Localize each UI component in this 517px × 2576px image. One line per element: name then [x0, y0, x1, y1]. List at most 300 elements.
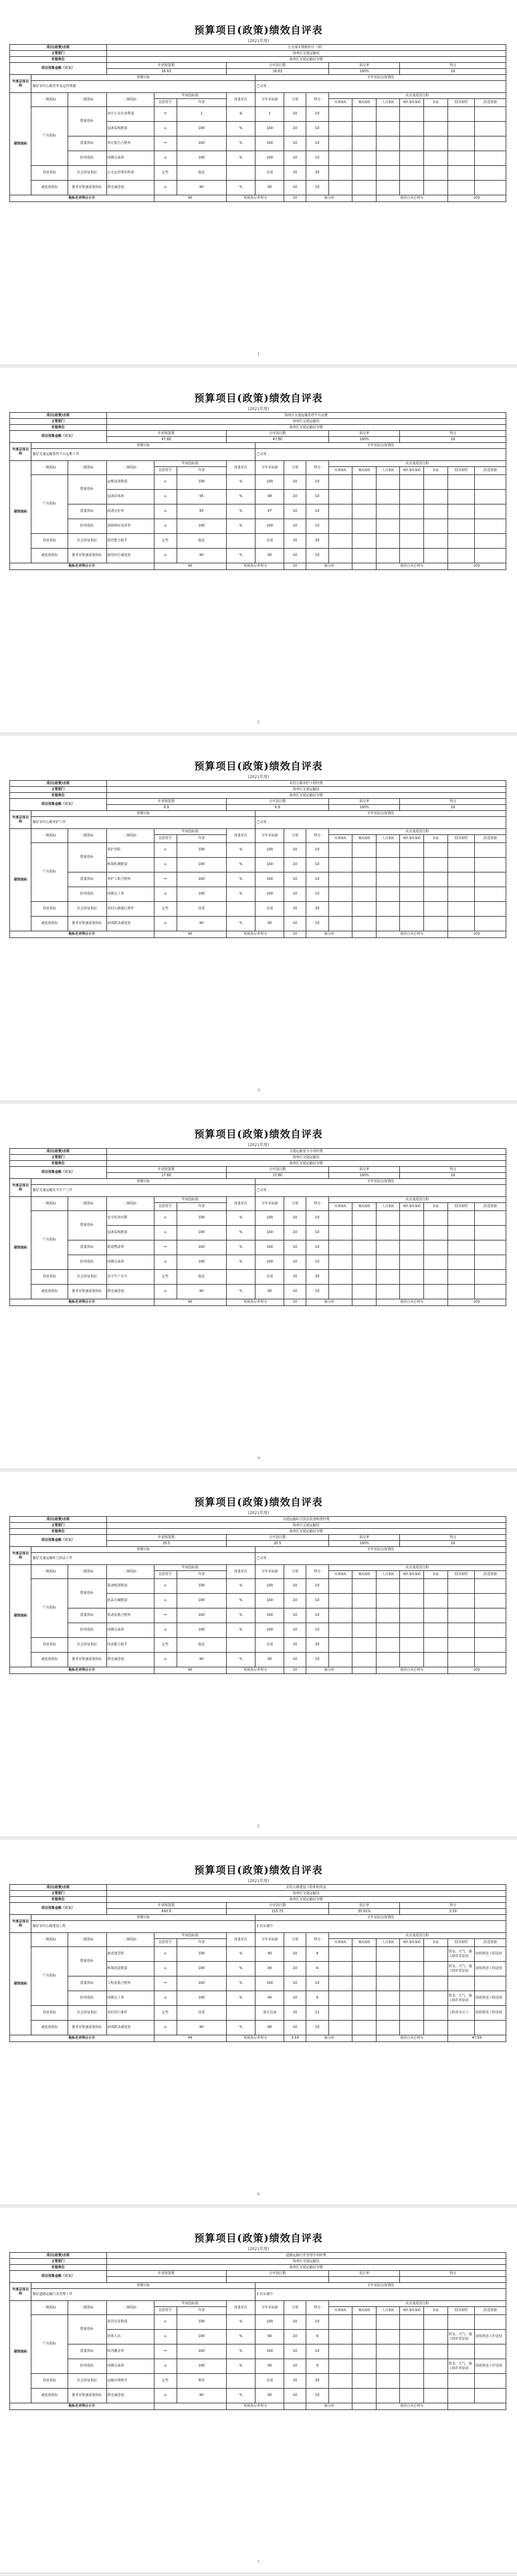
compare-symbol: ≥	[154, 1255, 177, 1270]
cause-check	[424, 1976, 448, 1991]
label-perf: 绩效指标	[10, 2301, 31, 2403]
actual-value: 100	[255, 858, 284, 872]
level1-indicator: 满意度指标	[31, 2389, 68, 2403]
col-l2: 二级指标	[68, 1197, 106, 1211]
cause-check	[400, 2359, 424, 2374]
page-title: 预算项目(政策)绩效自评表	[194, 760, 323, 772]
target-value: 1	[177, 107, 226, 122]
label-annual: 全年执行数	[226, 1535, 328, 1541]
page-title: 预算项目(政策)绩效自评表	[194, 2232, 323, 2244]
target-value: 95	[177, 504, 226, 519]
label-score: 得分	[400, 1167, 506, 1173]
page-title: 预算项目(政策)绩效自评表	[194, 1496, 323, 1508]
level3-indicator: 安全生产水平	[106, 1270, 154, 1285]
plan-amount: 16.63	[106, 69, 226, 75]
compare-symbol: ≥	[154, 122, 177, 136]
col-improve: 改进措施	[474, 99, 506, 107]
compare-symbol: ≥	[154, 181, 177, 195]
level2-indicator: 数量指标	[68, 1211, 106, 1240]
cause-check	[352, 534, 377, 549]
cause-check	[376, 1623, 400, 1638]
cause-check	[376, 151, 400, 166]
measure-unit	[226, 902, 255, 917]
page-number: 2	[257, 720, 260, 725]
cause-check	[352, 1653, 377, 1667]
cause-check	[400, 1226, 424, 1240]
cause-check	[328, 1226, 352, 1240]
cause-check	[352, 1976, 377, 1991]
level3-indicator: 养护里程	[106, 843, 154, 858]
compare-symbol: ≥	[154, 490, 177, 504]
compare-symbol: =	[154, 1608, 177, 1623]
col-l3: 三级指标	[106, 1565, 154, 1579]
reason-text	[447, 2315, 474, 2330]
cause-check	[328, 1240, 352, 1255]
measure-unit: %	[226, 1623, 255, 1638]
reason-text	[447, 534, 474, 549]
score-value: 10	[306, 1255, 328, 1270]
evaluation-table	[9, 44, 506, 202]
cause-check	[328, 2389, 352, 2403]
col-got: 得分	[306, 93, 328, 107]
cause-check	[400, 151, 424, 166]
target-value: 100	[177, 1579, 226, 1594]
exec-score: 10	[284, 563, 306, 570]
cause-check	[400, 475, 424, 490]
exec-score: 10	[284, 1667, 306, 1674]
col-actual: 全年实际值	[255, 829, 284, 843]
label-subtotal: 减分项	[306, 1667, 352, 1674]
cause-check	[328, 1991, 352, 2006]
cause-check	[376, 2389, 400, 2403]
cause-check	[424, 1579, 448, 1594]
actual-text: 正在实施中	[255, 2289, 506, 2301]
label-actual: 全年实际完成情况	[255, 1179, 506, 1185]
label-final: 绩效自评总得分	[376, 2403, 447, 2410]
measure-unit: %	[226, 475, 255, 490]
dept-name: 海州区交通运输局	[106, 1891, 506, 1897]
label-score: 得分	[400, 63, 506, 69]
compare-symbol: ≥	[154, 1579, 177, 1594]
col-l1: 一级指标	[31, 1197, 68, 1211]
target-value: 100	[177, 1226, 226, 1240]
label-project: 项目(政策)名称	[10, 1517, 107, 1523]
reason-text	[447, 1594, 474, 1608]
final-score: 100	[447, 1667, 506, 1674]
cause-check	[376, 2006, 400, 2021]
label-exec-score: 预算执行率得分	[226, 931, 284, 938]
level3-indicator: 桥梁改造数量	[106, 1962, 154, 1976]
score-value: 20	[306, 1270, 328, 1285]
col-c5: 其他	[424, 835, 448, 843]
cause-check	[376, 534, 400, 549]
improve-text	[474, 858, 506, 872]
actual-value: 95	[255, 2389, 284, 2403]
col-c3: 人员保障	[376, 467, 400, 475]
reason-text	[447, 872, 474, 887]
label-preset: 预期目标	[31, 1915, 255, 1921]
label-final: 绩效自评总得分	[376, 2035, 447, 2042]
level1-indicator: 效益指标	[31, 166, 68, 181]
reason-text	[447, 181, 474, 195]
rate-score: 10	[400, 1541, 506, 1547]
cause-check	[376, 136, 400, 151]
actual-value: 达成	[255, 534, 284, 549]
col-compare: 比较符号	[154, 1203, 177, 1211]
weight-value: 10	[284, 2021, 306, 2035]
actual-value: 1	[255, 107, 284, 122]
level1-indicator: 效益指标	[31, 2374, 68, 2389]
cause-check	[376, 1962, 400, 1976]
cause-check	[400, 1594, 424, 1608]
cause-check	[328, 843, 352, 858]
level1-indicator: 效益指标	[31, 902, 68, 917]
measure-unit: %	[226, 1608, 255, 1623]
actual-value: 90	[255, 2359, 284, 2374]
cause-check	[376, 107, 400, 122]
label-budget: 项目预算金额（万元）	[10, 63, 107, 75]
cause-check	[376, 1976, 400, 1991]
cause-check	[352, 122, 377, 136]
reason-text: 工程尚未完工	[447, 2006, 474, 2021]
col-c4: 硬件条件保障	[400, 1571, 424, 1579]
col-actual: 全年实际值	[255, 1933, 284, 1947]
weight-value: 10	[284, 1608, 306, 1623]
score-value: 10	[306, 151, 328, 166]
label-rate: 执行率	[328, 1903, 400, 1909]
col-unit: 度量单位	[226, 1197, 255, 1211]
label-subtotal: 减分项	[306, 931, 352, 938]
rate-score: 3.59	[400, 1909, 506, 1915]
measure-unit: %	[226, 2359, 255, 2374]
target-value: 提高	[177, 1270, 226, 1285]
cause-check	[328, 2374, 352, 2389]
cause-check	[352, 2315, 377, 2330]
cause-check	[376, 843, 400, 858]
level2-indicator: 质量指标	[68, 1608, 106, 1623]
col-improve: 改进措施	[474, 467, 506, 475]
measure-unit: %	[226, 1962, 255, 1976]
compare-symbol: ≥	[154, 2021, 177, 2035]
compare-symbol: ≥	[154, 1947, 177, 1962]
score-value: 10	[306, 858, 328, 872]
actual-value: 100	[255, 1594, 284, 1608]
target-value: 100	[177, 1255, 226, 1270]
label-score: 得分	[400, 799, 506, 805]
cause-check	[328, 1579, 352, 1594]
label-unit: 实施单位	[10, 57, 107, 63]
score-value: 10	[306, 1211, 328, 1226]
level2-indicator: 社会效益指标	[68, 534, 106, 549]
weight-value: 20	[284, 1638, 306, 1653]
cause-check	[328, 887, 352, 902]
cause-check	[376, 1653, 400, 1667]
improve-text	[474, 1976, 506, 1991]
reason-text	[447, 1211, 474, 1226]
cause-check	[424, 1991, 448, 2006]
label-total: 指标自评得分小计	[10, 931, 154, 938]
target-value: 100	[177, 1594, 226, 1608]
actual-value: 100	[255, 1608, 284, 1623]
plan-amount: 20.5	[106, 1541, 226, 1547]
cause-check	[400, 534, 424, 549]
level3-indicator: 公交运营规范程度	[106, 166, 154, 181]
col-c1: 经费保障	[328, 835, 352, 843]
actual-value: 100	[255, 1579, 284, 1594]
cause-check	[424, 122, 448, 136]
weight-value: 10	[284, 1623, 306, 1638]
col-l1: 一级指标	[31, 461, 68, 475]
actual-value: 95	[255, 1653, 284, 1667]
level3-indicator: 按期完成率	[106, 1255, 154, 1270]
weight-value: 10	[284, 1976, 306, 1991]
cause-check	[400, 2344, 424, 2359]
rate-score	[400, 2277, 506, 2283]
label-subtotal: 减分项	[306, 2403, 352, 2410]
level3-indicator: 检查覆盖率	[106, 2344, 154, 2359]
label-preset: 预期目标	[31, 75, 255, 81]
col-annual-idx: 年度指标值	[154, 93, 226, 99]
col-c5: 其他	[424, 467, 448, 475]
label-dept: 主管部门	[10, 419, 107, 425]
level1-indicator: 产出指标	[31, 2315, 68, 2374]
dept-name: 海州区交通运输局	[106, 787, 506, 793]
level2-indicator: 服务对象满意度指标	[68, 1285, 106, 1299]
label-unit: 实施单位	[10, 425, 107, 431]
level3-indicator: 隐患整改率	[106, 1240, 154, 1255]
improve-text	[474, 2344, 506, 2359]
target-value: 100	[177, 843, 226, 858]
improve-text	[474, 917, 506, 931]
col-c5: 其他	[424, 1571, 448, 1579]
exec-rate: 100%	[328, 1173, 400, 1179]
page-number: 4	[257, 1456, 260, 1461]
cause-check	[352, 475, 377, 490]
cause-check	[328, 917, 352, 931]
measure-unit	[226, 534, 255, 549]
cause-check	[376, 504, 400, 519]
cause-check	[328, 475, 352, 490]
level3-indicator: 沿线群众满意度	[106, 2021, 154, 2035]
compare-symbol: 定性	[154, 2006, 177, 2021]
cause-check	[376, 2359, 400, 2374]
cause-check	[376, 1240, 400, 1255]
cause-check	[400, 1285, 424, 1299]
cause-check	[376, 1947, 400, 1962]
level2-indicator: 服务对象满意度指标	[68, 2021, 106, 2035]
col-annual-idx: 年度指标值	[154, 1197, 226, 1203]
label-budget: 项目预算金额（万元）	[10, 431, 107, 443]
label-total: 指标自评得分小计	[10, 1299, 154, 1306]
reason-text	[447, 1638, 474, 1653]
level1-indicator: 产出指标	[31, 1211, 68, 1270]
unit-name: 海州区交通运输局本级	[106, 57, 506, 63]
exec-rate	[328, 2277, 400, 2283]
col-weight: 分值	[284, 461, 306, 475]
cause-check	[400, 1947, 424, 1962]
label-annual: 全年执行数	[226, 799, 328, 805]
col-c2: 制度保障	[352, 1571, 377, 1579]
cause-check	[376, 2374, 400, 2389]
cause-check	[352, 1255, 377, 1270]
compare-symbol: 定性	[154, 1270, 177, 1285]
label-annual: 全年执行数	[226, 63, 328, 69]
cause-check	[376, 490, 400, 504]
compare-symbol: =	[154, 136, 177, 151]
actual-value: 达成	[255, 1270, 284, 1285]
actual-value: 100	[255, 151, 284, 166]
exec-score	[284, 2403, 306, 2410]
measure-unit: %	[226, 490, 255, 504]
cause-check	[424, 1653, 448, 1667]
cause-check	[424, 151, 448, 166]
reason-text	[447, 1653, 474, 1667]
compare-symbol: ≥	[154, 1594, 177, 1608]
level2-indicator: 社会效益指标	[68, 2006, 106, 2021]
cause-check	[352, 136, 377, 151]
exec-score: 10	[284, 195, 306, 202]
actual-value: 95	[255, 549, 284, 563]
total-score: 90	[154, 931, 226, 938]
annual-amount: 17.80	[226, 1173, 328, 1179]
improve-text	[474, 902, 506, 917]
weight-value: 10	[284, 151, 306, 166]
score-value: 12	[306, 2006, 328, 2021]
col-c3: 人员保障	[376, 835, 400, 843]
improve-text	[474, 1594, 506, 1608]
col-reason: 原因说明	[447, 1939, 474, 1947]
cause-check	[352, 1962, 377, 1976]
cause-check	[424, 872, 448, 887]
col-compare: 比较符号	[154, 2307, 177, 2315]
measure-unit: %	[226, 1285, 255, 1299]
cause-check	[424, 2359, 448, 2374]
col-actual: 全年实际值	[255, 2301, 284, 2315]
improve-text	[474, 1638, 506, 1653]
cause-check	[376, 1285, 400, 1299]
rate-score: 10	[400, 69, 506, 75]
label-dept: 主管部门	[10, 2259, 107, 2265]
target-value: 100	[177, 151, 226, 166]
cause-check	[424, 504, 448, 519]
weight-value: 20	[284, 1270, 306, 1285]
cause-check	[424, 475, 448, 490]
improve-text	[474, 872, 506, 887]
improve-text	[474, 2389, 506, 2403]
level2-indicator: 时效指标	[68, 1623, 106, 1638]
cause-check	[328, 1285, 352, 1299]
score-value: 10	[306, 1240, 328, 1255]
cause-check	[352, 107, 377, 122]
compare-symbol: ≥	[154, 2315, 177, 2330]
improve-text	[474, 887, 506, 902]
measure-unit	[226, 1270, 255, 1285]
col-actual: 全年实际值	[255, 1197, 284, 1211]
col-l1: 一级指标	[31, 1933, 68, 1947]
actual-value: 100	[255, 1255, 284, 1270]
label-subtotal: 减分项	[306, 563, 352, 570]
level3-indicator: 桥梁检测数量	[106, 858, 154, 872]
label-preset: 预期目标	[31, 1179, 255, 1185]
level2-indicator: 时效指标	[68, 2359, 106, 2374]
reason-text	[447, 902, 474, 917]
col-l2: 二级指标	[68, 2301, 106, 2315]
level3-indicator: 执法能力提升	[106, 1638, 154, 1653]
compare-symbol: ≥	[154, 1226, 177, 1240]
label-final: 绩效自评总得分	[376, 931, 447, 938]
measure-unit: %	[226, 151, 255, 166]
improve-text	[474, 1240, 506, 1255]
col-c3: 人员保障	[376, 2307, 400, 2315]
target-value: 提高	[177, 534, 226, 549]
unit-name: 海州区交通运输局本级	[106, 1529, 506, 1535]
label-subtotal: 减分项	[306, 195, 352, 202]
col-l1: 一级指标	[31, 2301, 68, 2315]
total-score: 44	[154, 2035, 226, 2042]
col-l3: 三级指标	[106, 93, 154, 107]
level2-indicator: 服务对象满意度指标	[68, 917, 106, 931]
cause-check	[376, 1255, 400, 1270]
col-c1: 经费保障	[328, 1203, 352, 1211]
level1-indicator: 产出指标	[31, 107, 68, 166]
compare-symbol: =	[154, 2344, 177, 2359]
unit-name: 海州区交通运输局本级	[106, 793, 506, 799]
weight-value: 10	[284, 1991, 306, 2006]
cause-check	[376, 2330, 400, 2344]
cause-check	[352, 887, 377, 902]
compare-symbol: ≥	[154, 549, 177, 563]
compare-symbol: ≥	[154, 519, 177, 534]
cause-check	[328, 2006, 352, 2021]
improve-text	[474, 475, 506, 490]
score-value: 20	[306, 902, 328, 917]
cause-check	[328, 2330, 352, 2344]
reason-text: 资金、天气、施工组织等原因	[447, 1962, 474, 1976]
evaluation-table	[9, 2252, 506, 2410]
measure-unit	[226, 2374, 255, 2389]
target-value: 100	[177, 519, 226, 534]
measure-unit: %	[226, 843, 255, 858]
cause-check	[424, 2344, 448, 2359]
cause-check	[376, 902, 400, 917]
cause-check	[352, 1623, 377, 1638]
page-title: 预算项目(政策)绩效自评表	[194, 1128, 323, 1140]
label-subtotal: 减分项	[306, 1299, 352, 1306]
subtotal-value	[352, 195, 377, 202]
subtotal-value	[352, 563, 377, 570]
weight-value: 10	[284, 1594, 306, 1608]
level2-indicator: 质量指标	[68, 1976, 106, 1991]
col-l3: 三级指标	[106, 829, 154, 843]
score-value: 10	[306, 2315, 328, 2330]
actual-text: 已完成	[255, 81, 506, 93]
cause-check	[328, 1594, 352, 1608]
label-subtotal: 减分项	[306, 2035, 352, 2042]
improve-text	[474, 1226, 506, 1240]
label-preset: 预期目标	[31, 1547, 255, 1553]
page-title: 预算项目(政策)绩效自评表	[194, 24, 323, 36]
cause-check	[424, 181, 448, 195]
page-number: 3	[257, 1088, 260, 1093]
target-value: 100	[177, 887, 226, 902]
score-value: 4	[306, 1962, 328, 1976]
cause-check	[352, 2330, 377, 2344]
improve-text	[474, 1579, 506, 1594]
compare-symbol: ≥	[154, 2359, 177, 2374]
cause-check	[424, 549, 448, 563]
level3-indicator: 安全检查次数	[106, 1211, 154, 1226]
col-l2: 二级指标	[68, 829, 106, 843]
